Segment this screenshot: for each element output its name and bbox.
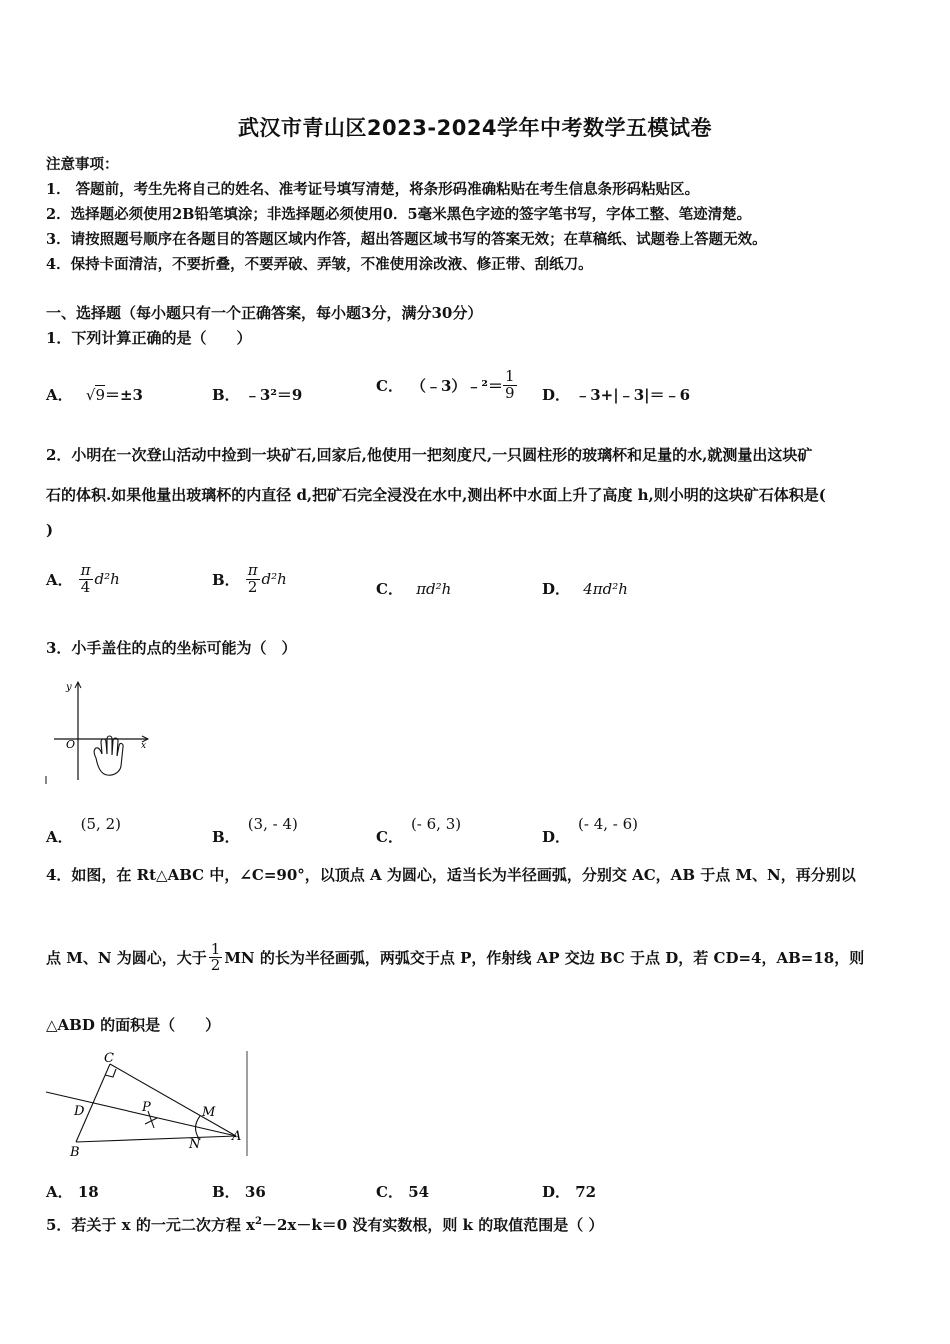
point-a-label: A	[232, 1129, 242, 1144]
option-value: (3, - 4)	[247, 815, 298, 833]
q2-option-d	[542, 578, 628, 599]
q1-option-a	[46, 384, 143, 405]
option-label: D．	[542, 1183, 571, 1201]
option-value: 4πd²h	[583, 580, 628, 598]
q2-stem-line3: )	[46, 521, 54, 539]
option-label: D．	[542, 828, 571, 846]
y-axis-label: y	[66, 682, 72, 693]
fraction-denominator: 2	[247, 577, 258, 596]
stem-text: －2x－k＝0 没有实数根，则 k 的取值范围是（ ）	[261, 1216, 604, 1234]
x-axis-label: x	[141, 741, 147, 751]
fraction-denominator: 4	[80, 577, 91, 596]
fraction-denominator: 9	[504, 383, 515, 402]
q2-stem-line2: 石的体积.如果他量出玻璃杯的内直径 d,把矿石完全浸没在水中,测出杯中水面上升了高度 h,则小明的这块矿石体积是(	[46, 486, 826, 504]
q3-option-a	[46, 805, 121, 847]
option-label: C．	[376, 376, 403, 395]
superscript: 2	[255, 1216, 262, 1227]
radicand: 9	[95, 386, 105, 404]
page-title: 武汉市青山区2023-2024学年中考数学五模试卷	[237, 116, 713, 140]
q2-option-a	[46, 556, 120, 602]
fraction	[209, 939, 223, 975]
option-value: πd²h	[416, 580, 452, 598]
option-value: (- 6, 3)	[410, 815, 462, 833]
fraction	[246, 560, 260, 596]
q3-stem: 3．小手盖住的点的坐标可能为（ ）	[46, 639, 297, 657]
q1-option-d	[542, 384, 690, 405]
option-value: 72	[575, 1183, 597, 1201]
segment-ca	[110, 1064, 236, 1136]
option-value: 54	[408, 1183, 430, 1201]
q4-option-a	[46, 1181, 99, 1202]
notice-item-1: 1． 答题前，考生先将自己的姓名、准考证号填写清楚，将条形码准确粘贴在考生信息条形码粘贴区。	[46, 181, 700, 198]
fraction-numerator: π	[80, 560, 91, 579]
point-n-label: N	[189, 1137, 201, 1152]
q2-option-b	[212, 556, 287, 602]
point-d-label: D	[74, 1104, 85, 1119]
option-label: D．	[542, 386, 571, 404]
sqrt-symbol: √9	[85, 386, 105, 404]
fraction	[79, 560, 93, 596]
option-value: ﹣3²＝9	[244, 386, 303, 404]
q4-option-b	[212, 1181, 266, 1202]
point-p-label: P	[142, 1100, 151, 1115]
option-label: A．	[46, 386, 73, 404]
option-label: B．	[212, 570, 240, 589]
q2-stem-line1: 2．小明在一次登山活动中捡到一块矿石,回家后,他使用一把刻度尺,一只圆柱形的玻璃杯和足量的水,就测量出这块矿	[46, 446, 813, 464]
notice-heading: 注意事项：	[46, 156, 119, 173]
fraction-numerator: π	[247, 560, 258, 579]
option-value: d²h	[94, 570, 120, 588]
stem-text: MN 的长为半径画弧，两弧交于点 P，作射线 AP 交边 BC 于点 D，若 CD=4，AB=18，则	[224, 949, 865, 967]
q1-option-b	[212, 384, 302, 405]
q4-option-c	[376, 1181, 429, 1202]
fraction-denominator: 2	[210, 956, 221, 975]
option-value: 36	[244, 1183, 266, 1201]
hand-icon	[94, 736, 123, 775]
section-heading: 一、选择题（每小题只有一个正确答案，每小题3分，满分30分）	[46, 304, 483, 322]
option-label: C．	[376, 580, 403, 598]
q2-option-c	[376, 578, 451, 599]
option-label: A．	[46, 1183, 73, 1201]
option-label: B．	[212, 1183, 240, 1201]
q3-coordinate-figure	[44, 676, 154, 786]
q1-stem: 1．下列计算正确的是（ ）	[46, 329, 252, 347]
q5-stem	[46, 1214, 603, 1235]
q4-option-d	[542, 1181, 596, 1202]
fraction	[503, 366, 517, 402]
option-label: C．	[376, 1183, 403, 1201]
option-value: (- 4, - 6)	[578, 815, 639, 833]
stem-text: 5．若关于 x 的一元二次方程 x	[46, 1216, 255, 1234]
option-value: ﹣3+|﹣3|＝﹣6	[575, 386, 691, 404]
q3-option-d	[542, 805, 638, 847]
q1-option-c	[376, 362, 517, 408]
fraction-numerator: 1	[210, 939, 221, 958]
option-value: （﹣3）﹣²＝	[410, 376, 503, 395]
stem-text: 点 M、N 为圆心，大于	[46, 949, 207, 967]
segment-ba	[76, 1136, 236, 1142]
q4-stem-line3: △ABD 的面积是（ ）	[46, 1016, 221, 1034]
q4-stem-line2	[46, 926, 864, 974]
origin-label: O	[66, 738, 76, 751]
q4-triangle-figure	[44, 1050, 250, 1160]
q3-option-c	[376, 805, 461, 847]
option-value: (5, 2)	[80, 815, 121, 833]
notice-item-3: 3．请按照题号顺序在各题目的答题区域内作答，超出答题区域书写的答案无效；在草稿纸、试题卷上答题无效。	[46, 231, 767, 248]
option-value: d²h	[261, 570, 287, 588]
notice-item-2: 2．选择题必须使用2B铅笔填涂；非选择题必须使用0．5毫米黑色字迹的签字笔书写，字体工整、笔迹清楚。	[46, 206, 752, 223]
option-value: ＝±3	[104, 386, 143, 404]
point-m-label: M	[202, 1105, 216, 1120]
point-b-label: B	[70, 1145, 80, 1160]
option-label: B．	[212, 386, 240, 404]
notice-item-4: 4．保持卡面清洁，不要折叠，不要弄破、弄皱，不准使用涂改液、修正带、刮纸刀。	[46, 256, 593, 273]
option-label: A．	[46, 570, 73, 589]
point-c-label: C	[104, 1051, 114, 1066]
option-label: C．	[376, 828, 403, 846]
option-label: D．	[542, 580, 571, 598]
option-label: A．	[46, 828, 73, 846]
option-label: B．	[212, 828, 240, 846]
q4-stem-line1: 4．如图，在 Rt△ABC 中，∠C=90°，以顶点 A 为圆心，适当长为半径画弧，分别交 AC，AB 于点 M、N，再分别以	[46, 866, 856, 884]
fraction-numerator: 1	[504, 366, 515, 385]
q3-option-b	[212, 805, 298, 847]
option-value: 18	[77, 1183, 99, 1201]
